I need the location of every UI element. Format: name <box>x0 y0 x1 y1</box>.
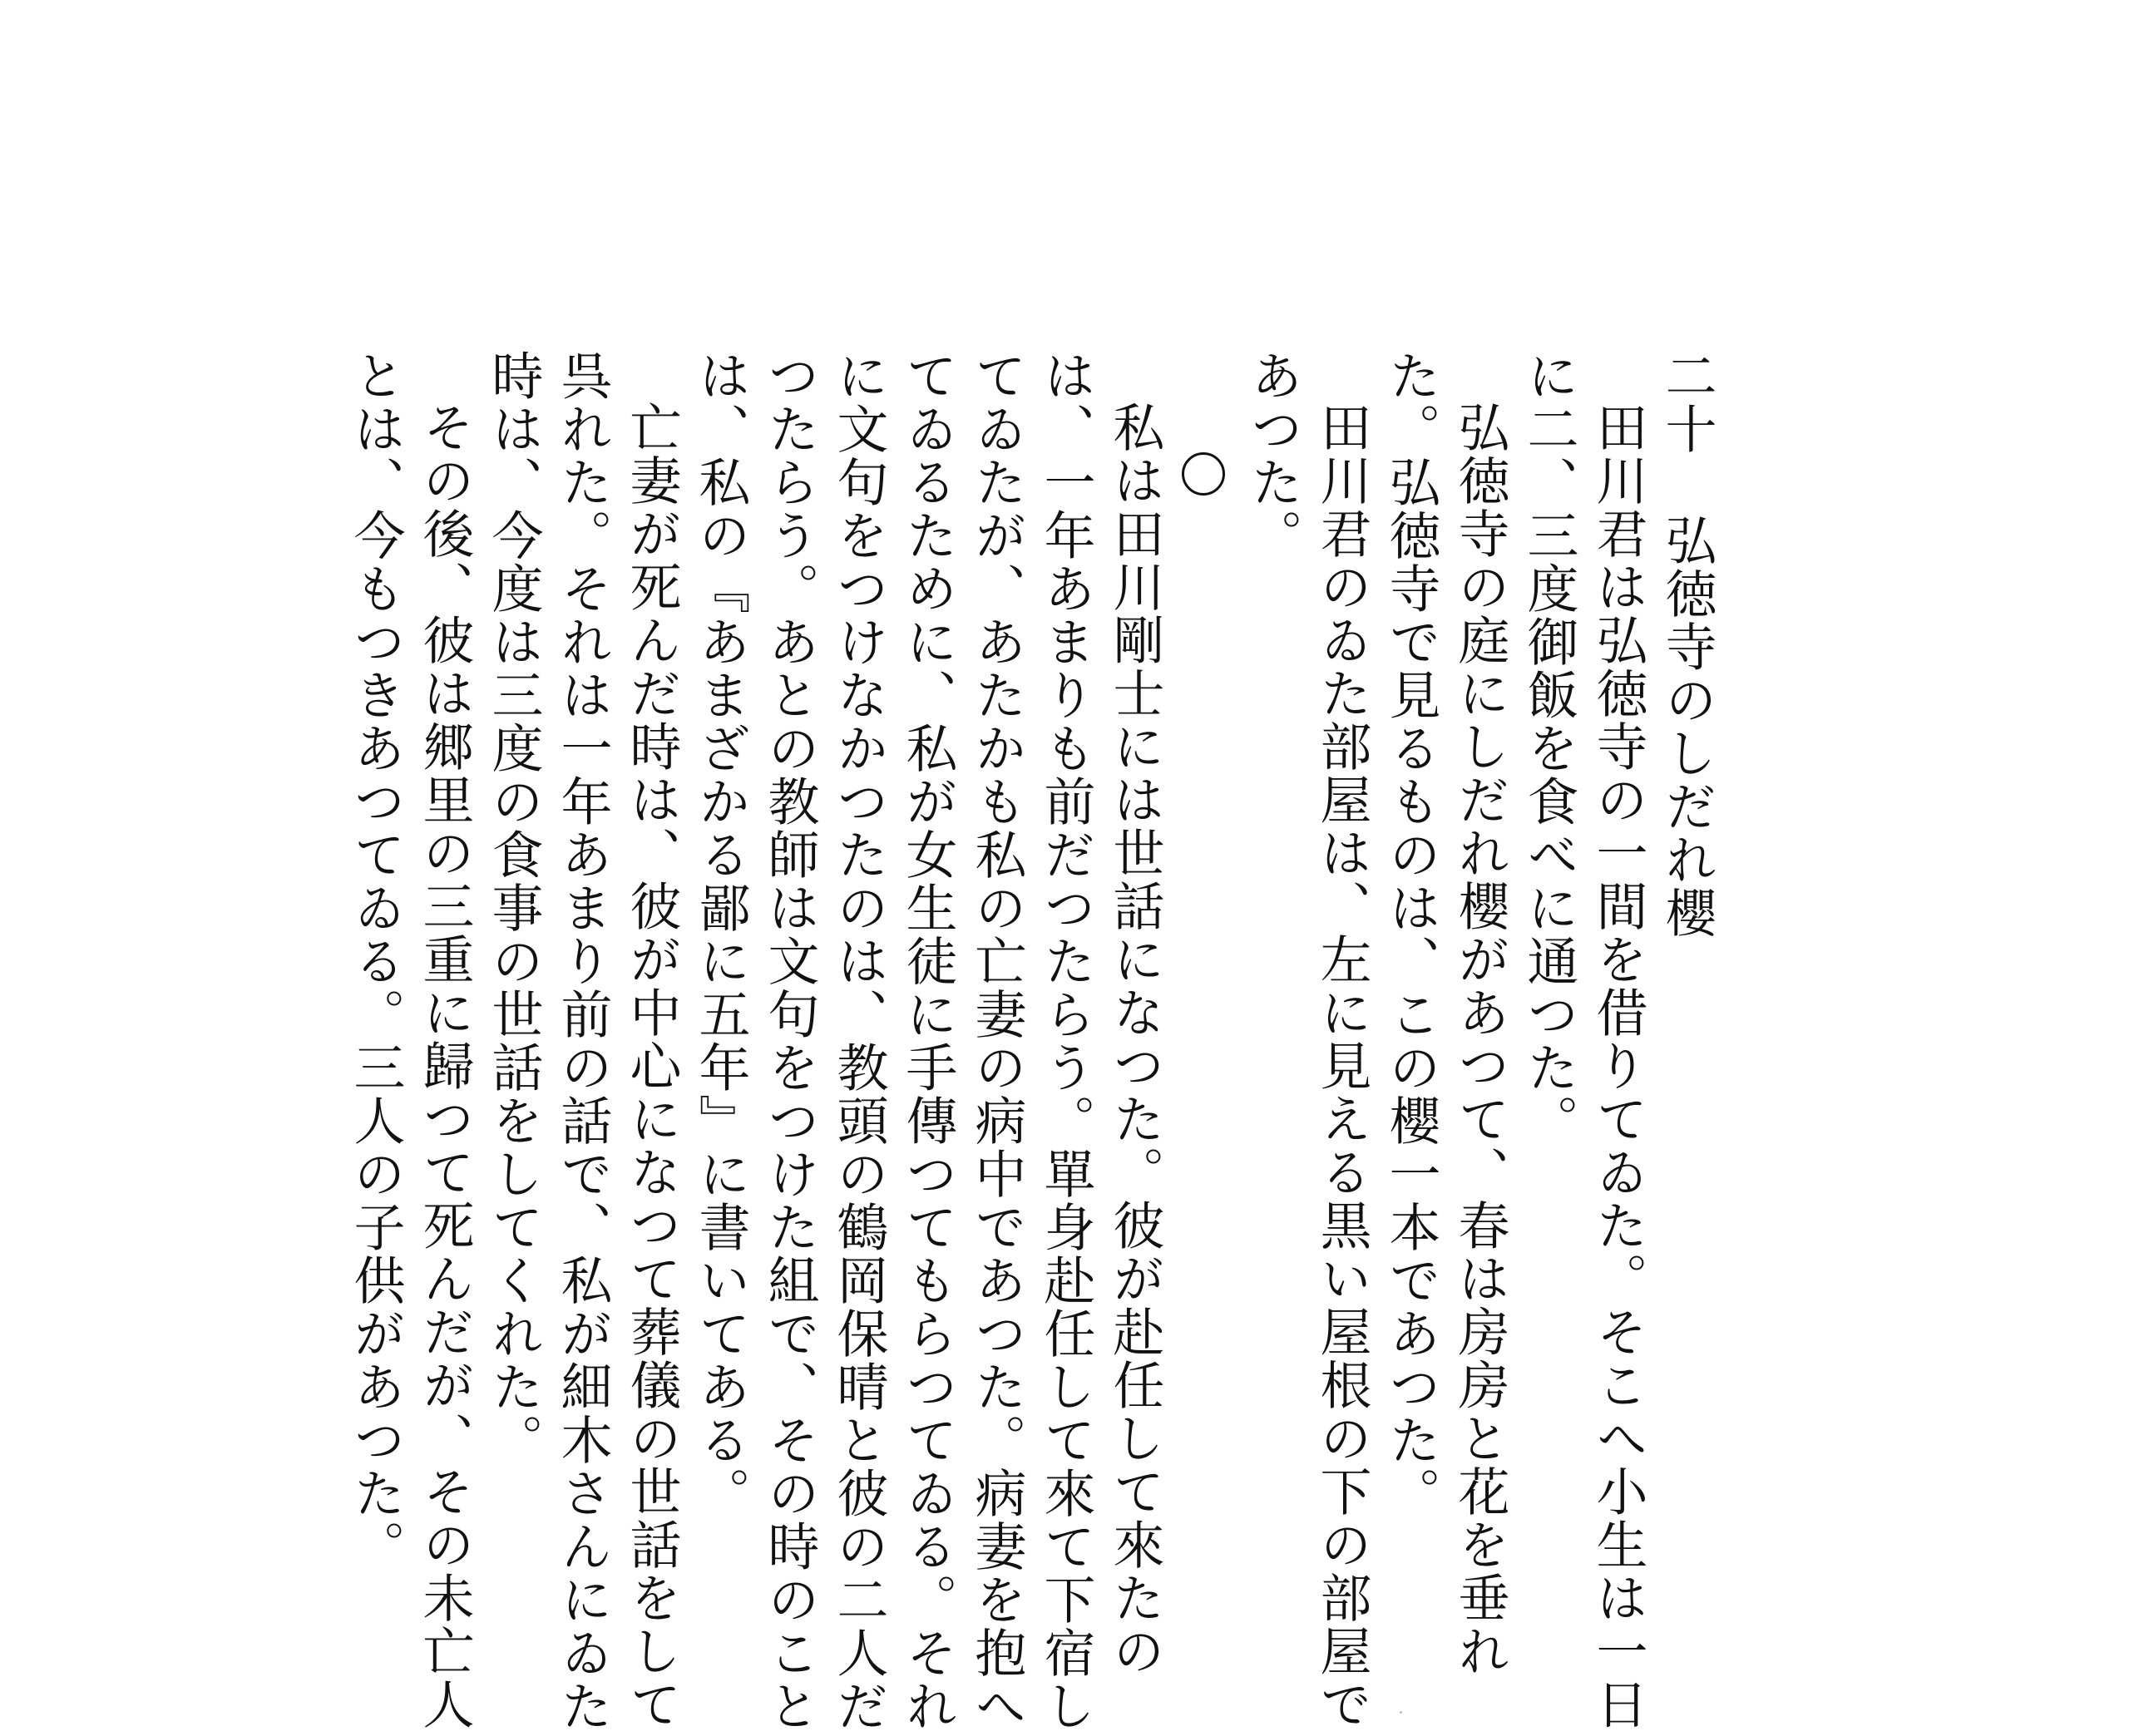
circle-icon <box>1182 452 1225 496</box>
text-line: 亡妻が死んだ時は、彼が中心になつて葬儀の世話をして <box>621 401 682 1731</box>
text-line: とは、今もつきあつてゐる。三人の子供があつた。 <box>345 349 406 1573</box>
vertical-text-block <box>341 349 1721 1733</box>
text-line: た。弘徳寺で見るものは、この櫻一本であつた。 <box>1381 349 1441 1520</box>
section-break-marker <box>1169 349 1238 1397</box>
text-line: てゐるために、私が女生徒に手傳つてもらつてゐる。それ <box>897 349 958 1733</box>
scan-speck <box>1400 1711 1402 1714</box>
text-line: つたらう。あとの教師は文句をつけた組で、その時のこと <box>759 349 820 1733</box>
text-line: 呉れた。それは一年あまり前の話で、私が細木さんにゐた <box>552 349 613 1733</box>
text-line: に二、三度御飯を食べに通つた。 <box>1519 349 1579 1147</box>
text-line: に文句をつけなかつたのは、教頭の鶴岡保晴と彼の二人だ <box>828 349 889 1733</box>
text-line: 弘徳寺の庭にしだれ櫻があつて、春は房房と花を垂れ <box>1450 401 1510 1678</box>
text-line: 時は、今度は三度の食事の世話をしてくれた。 <box>483 349 544 1467</box>
heading-title: 弘徳寺のしだれ櫻 <box>1657 514 1717 940</box>
text-line: 田川君のゐた部屋は、左に見える黒い屋根の下の部屋で <box>1311 401 1372 1731</box>
section-heading <box>1652 349 1721 1397</box>
text-line: 私は田川剛士には世話になつた。彼が赴任して來たの <box>1104 401 1165 1678</box>
text-line: あつた。 <box>1242 349 1303 562</box>
heading-number: 二十 <box>1657 349 1717 456</box>
text-line: その後、彼は郷里の三重に歸つて死んだが、その未亡人 <box>414 401 475 1731</box>
text-line: てゐたが、あたかも私の亡妻の病中であつた。病妻を抱へ <box>966 349 1027 1733</box>
text-line: 田川君は弘徳寺の一間を借りてゐた。そこへ小生は一日 <box>1588 401 1648 1731</box>
text-line: は、一年あまりも前だつたらう。單身赴任して來て下宿し <box>1035 349 1096 1733</box>
text-line: は、私の『あまざかる鄙に五年』に書いてある。 <box>690 349 751 1520</box>
